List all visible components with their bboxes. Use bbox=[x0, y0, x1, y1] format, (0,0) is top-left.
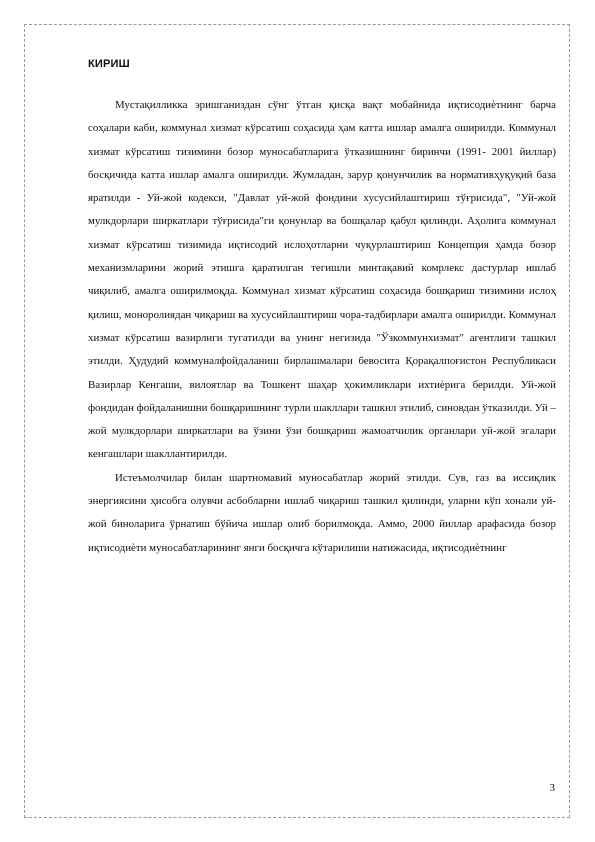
paragraph-2: Истеъмолчилар билан шартномавий муносабатлар жорий этилди. Сув, газ ва иссиқлик энергиясини ҳисобга олувчи асбобларни ишлаб чиқариш ташкил қилинди, уларни кўп хонали уй-жой биноларига ўрнатиш бўйича ишлар олиб борилмоқда. Аммо, 2000 йиллар арафасида бозор иқтисодиѐти муносабатларининг янги босқичга кўтарилиши натижасида, иқтисодиѐтнинг bbox=[88, 471, 556, 554]
section-heading: КИРИШ bbox=[88, 58, 130, 70]
page-number: 3 bbox=[549, 782, 555, 794]
paragraph-1: Мустақилликка эришганиздан сўнг ўтган қисқа вақт мобайнида иқтисодиѐтнинг барча соҳалари каби, коммунал хизмат кўрсатиш соҳасида ҳам катта ишлар амалга оширилди. Коммунал хизмат кўрсатиш тизимини бозор муносабатларига ўтказишнинг биринчи (1991- 2001 йиллар) босқичида катта ишлар амалга оширилди. Жумладан, зарур қонунчилик ва нормативҳуқуқий база яратилди - Уй-жой кодекси, "Давлат уй-жой фондини хусусийлаштириш тўғрисида", "Уй-жой мулкдорлари ширкатлари тўғрисида"ги қонунлар ва бошқалар қабул қилинди. Аҳолига коммунал хизмат кўрсатиш тизимида иқтисодий ислоҳотларни чуқурлаштириш Концепция ҳамда бозор механизмларини жорий этишга қаратилган тегишли минтақавий комрлекс дастурлар ишлаб чиқилиб, амалга оширилмоқда. Коммунал хизмат кўрсатиш соҳасида бошқариш тизимини ислоҳ қилиш, моноролиядан чиқариш ва хусусийлаштириш чора-тадбирлари амалга оширилди. Коммунал хизмат кўрсатиш вазирлиги тугатилди ва унинг негизида "Ўзкоммунхизмат" агентлиги ташкил этилди. Ҳудудий коммуналфойдаланиш бирлашмалари бевосита Қорақалпоғистон Республикаси Вазирлар Кенгаши, вилоятлар ва Тошкент шаҳар ҳокимликлари ихтиѐрига берилди. Уй-жой фондидан фойдаланишни бошқаришнинг турли шакллари ташкил этилиб, синовдан ўтказилди. Уй – жой мулкдорлари ширкатлари ва ўзини ўзи бошқариш жамоатчилик органлари уй-жой эгалари кенгашлари шакллантирилди. bbox=[88, 99, 556, 461]
body-text bbox=[88, 94, 556, 560]
